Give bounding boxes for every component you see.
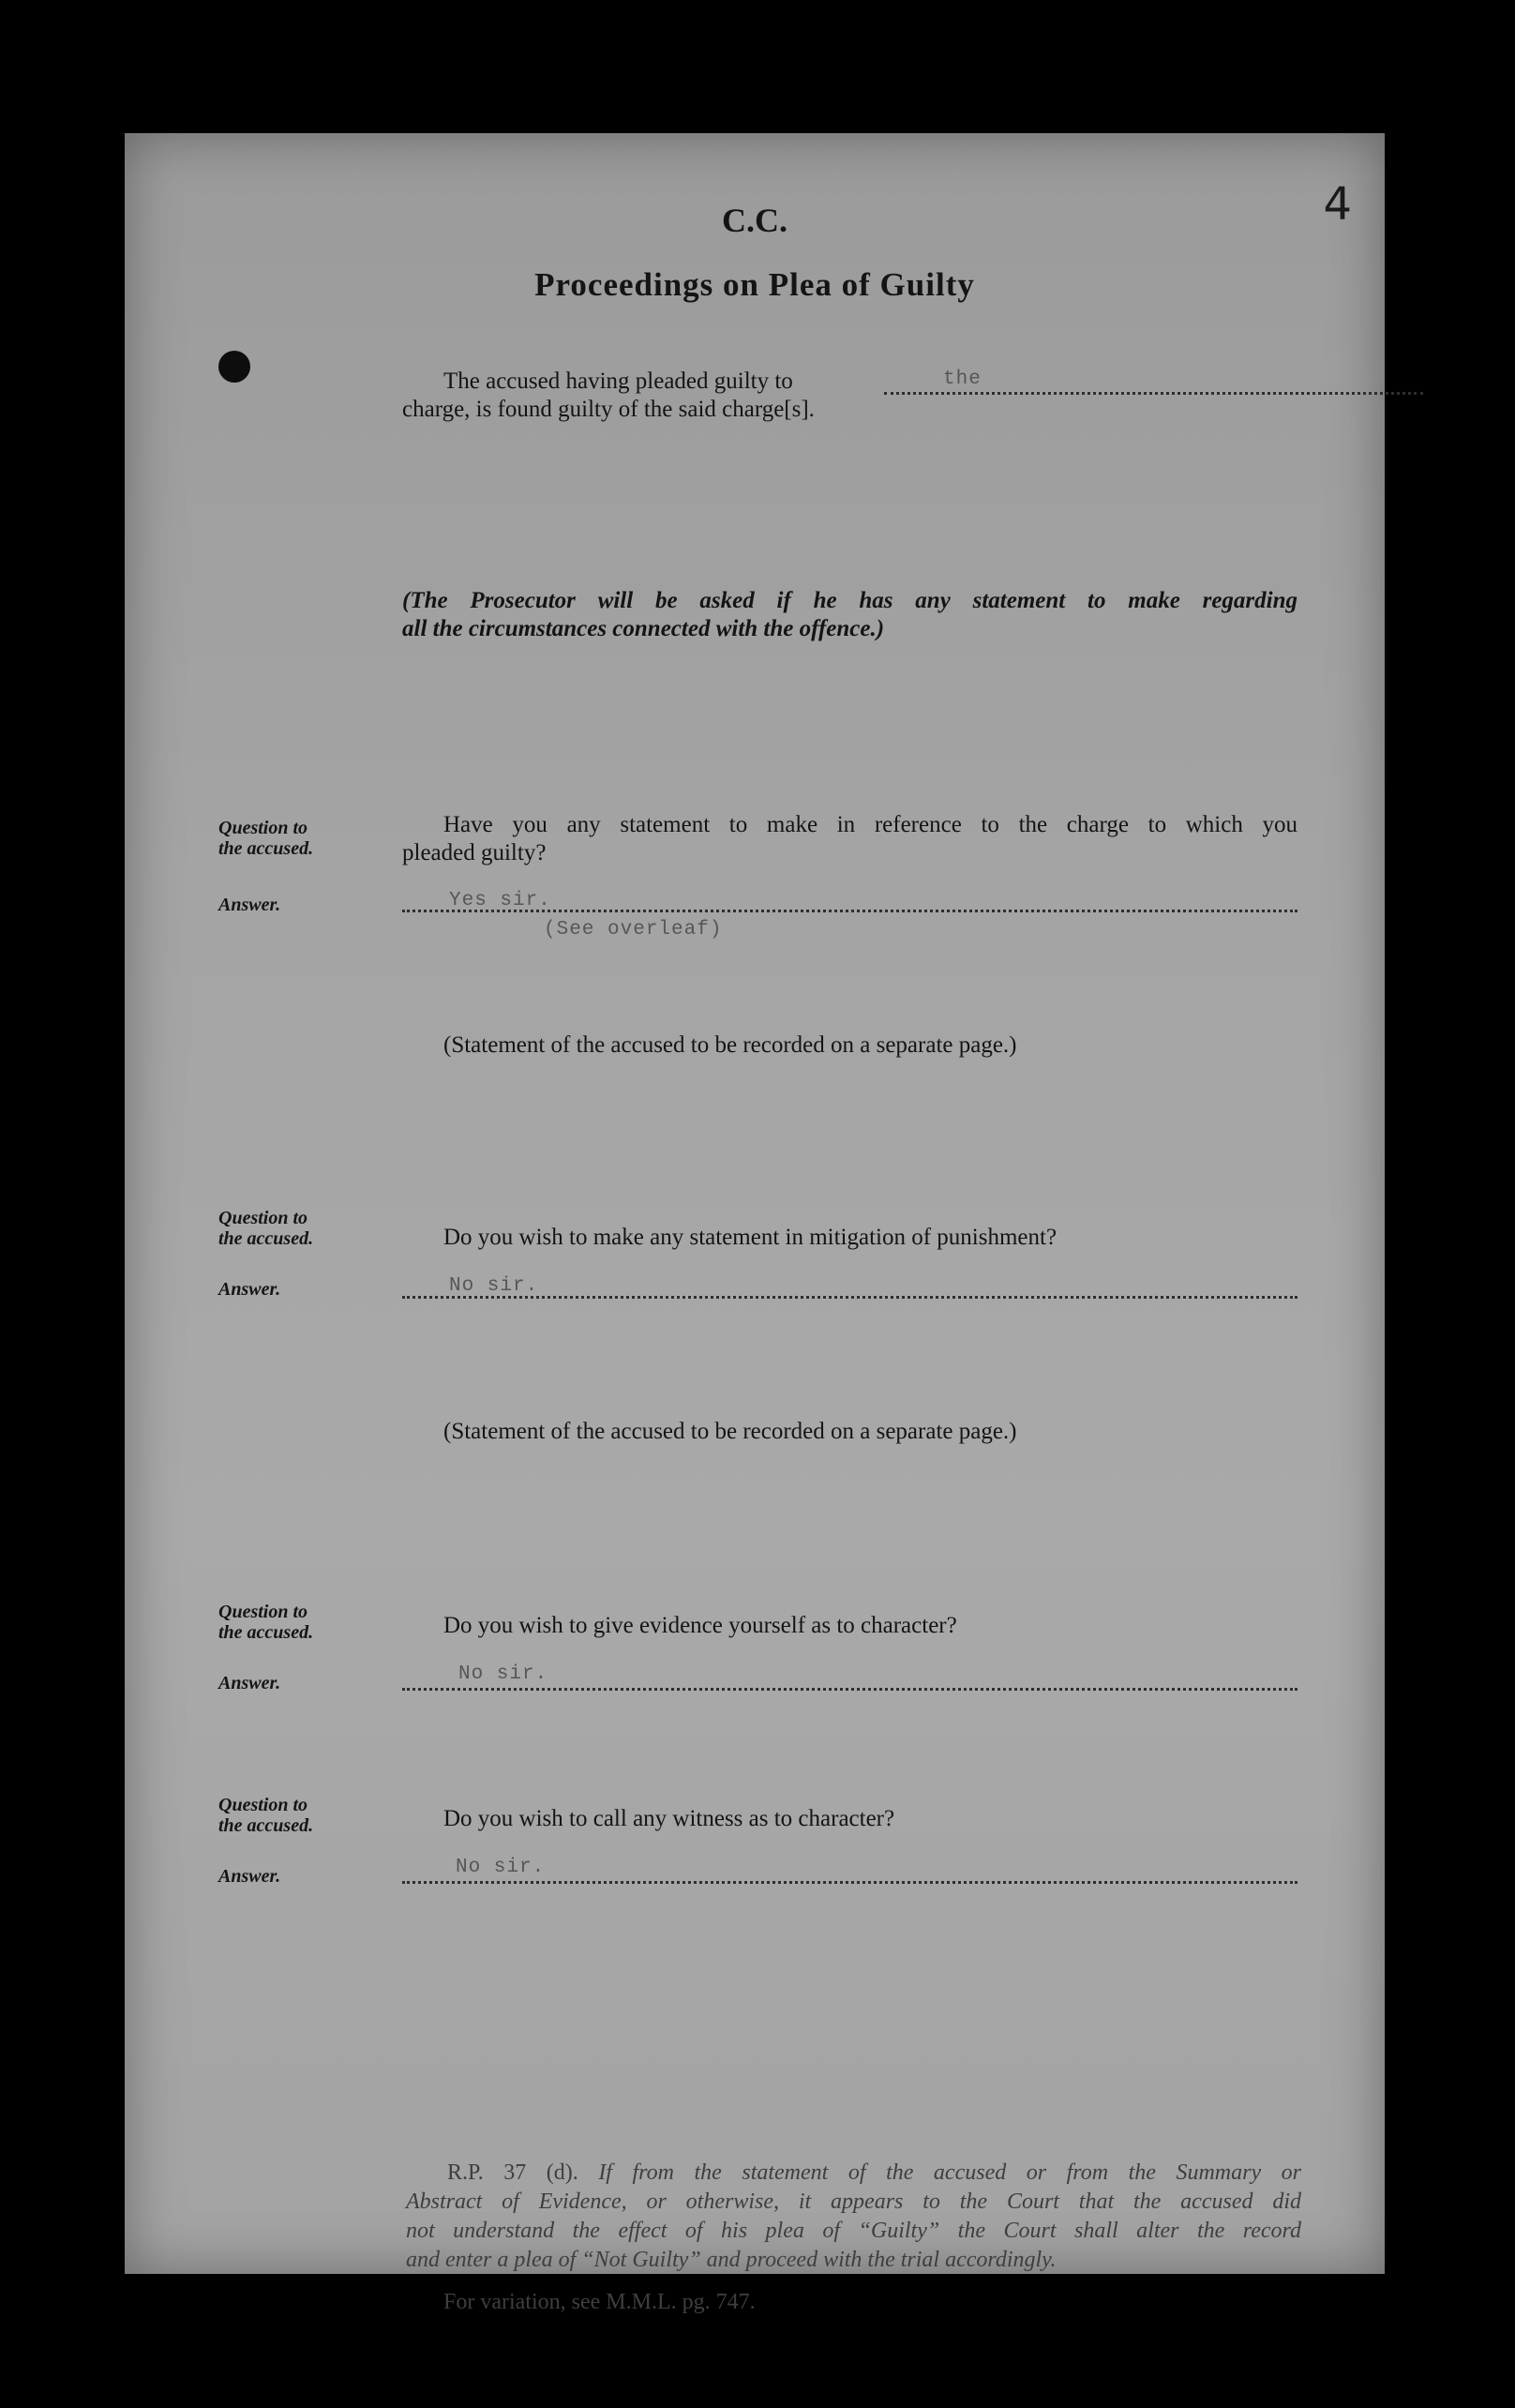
question-label-line-1: Question to bbox=[218, 1602, 308, 1622]
question-label bbox=[218, 1795, 313, 1836]
answer-2-text: No sir. bbox=[449, 1275, 539, 1297]
answer-label: Answer. bbox=[218, 895, 281, 915]
question-label-line-2: the accused. bbox=[218, 1228, 314, 1249]
question-3: Do you wish to give evidence yourself as to character? bbox=[443, 1613, 957, 1638]
question-label-line-1: Question to bbox=[218, 1795, 308, 1815]
question-2: Do you wish to make any statement in mitigation of punishment? bbox=[443, 1225, 1058, 1250]
answer-3-text: No sir. bbox=[458, 1663, 548, 1685]
footnote-line-3: not understand the effect of his plea of “Guilty” the Court shall alter the record bbox=[406, 2219, 1301, 2243]
finding-fill-line[interactable] bbox=[884, 392, 1423, 395]
footnote-line-2: Abstract of Evidence, or otherwise, it appears to the Court that the accused did bbox=[406, 2190, 1301, 2214]
page-number: 4 bbox=[1323, 178, 1352, 231]
form-page bbox=[125, 133, 1385, 2314]
footnote-line-1: R.P. 37 (d). If from the statement of the accused or from the Summary or bbox=[447, 2160, 1302, 2185]
question-1-line-1: Have you any statement to make in reference to the charge to which you bbox=[443, 812, 1298, 837]
variation-note: For variation, see M.M.L. pg. 747. bbox=[443, 2290, 756, 2314]
answer-3-line[interactable] bbox=[402, 1688, 1298, 1691]
question-label bbox=[218, 1602, 313, 1643]
footnote-line-4: and enter a plea of “Not Guilty” and proceed with the trial accordingly. bbox=[406, 2248, 1057, 2272]
answer-1-note: (See overleaf) bbox=[544, 919, 723, 941]
question-label-line-2: the accused. bbox=[218, 1622, 314, 1643]
answer-4-text: No sir. bbox=[456, 1857, 546, 1878]
answer-1-text: Yes sir. bbox=[449, 890, 551, 911]
question-label bbox=[218, 818, 313, 859]
question-label bbox=[218, 1208, 313, 1249]
question-1-line-2: pleaded guilty? bbox=[402, 840, 547, 865]
answer-label: Answer. bbox=[218, 1866, 281, 1887]
punch-hole-marker bbox=[218, 351, 250, 383]
answer-label: Answer. bbox=[218, 1673, 281, 1693]
prosecutor-note-line-2: all the circumstances connected with the offence.) bbox=[402, 616, 885, 641]
instruction-1: (Statement of the accused to be recorded on a separate page.) bbox=[443, 1032, 1017, 1058]
answer-4-line[interactable] bbox=[402, 1881, 1298, 1884]
finding-line-2: charge, is found guilty of the said charge[s]. bbox=[402, 397, 815, 422]
prosecutor-note-line-1: (The Prosecutor will be asked if he has any statement to make regarding bbox=[402, 588, 1298, 613]
footnote-ref: R.P. 37 (d). bbox=[447, 2160, 578, 2185]
footnote-block bbox=[406, 2159, 1301, 2275]
finding-line-1: The accused having pleaded guilty to bbox=[443, 369, 793, 394]
question-label-line-2: the accused. bbox=[218, 1815, 314, 1836]
finding-filled-value: the bbox=[943, 369, 982, 390]
answer-label: Answer. bbox=[218, 1279, 281, 1300]
form-title: Proceedings on Plea of Guilty bbox=[534, 266, 975, 303]
question-4: Do you wish to call any witness as to character? bbox=[443, 1806, 895, 1831]
instruction-2: (Statement of the accused to be recorded on a separate page.) bbox=[443, 1419, 1017, 1444]
question-label-line-1: Question to bbox=[218, 818, 308, 838]
question-label-line-2: the accused. bbox=[218, 838, 314, 859]
question-label-line-1: Question to bbox=[218, 1208, 308, 1228]
form-code: C.C. bbox=[722, 202, 788, 239]
